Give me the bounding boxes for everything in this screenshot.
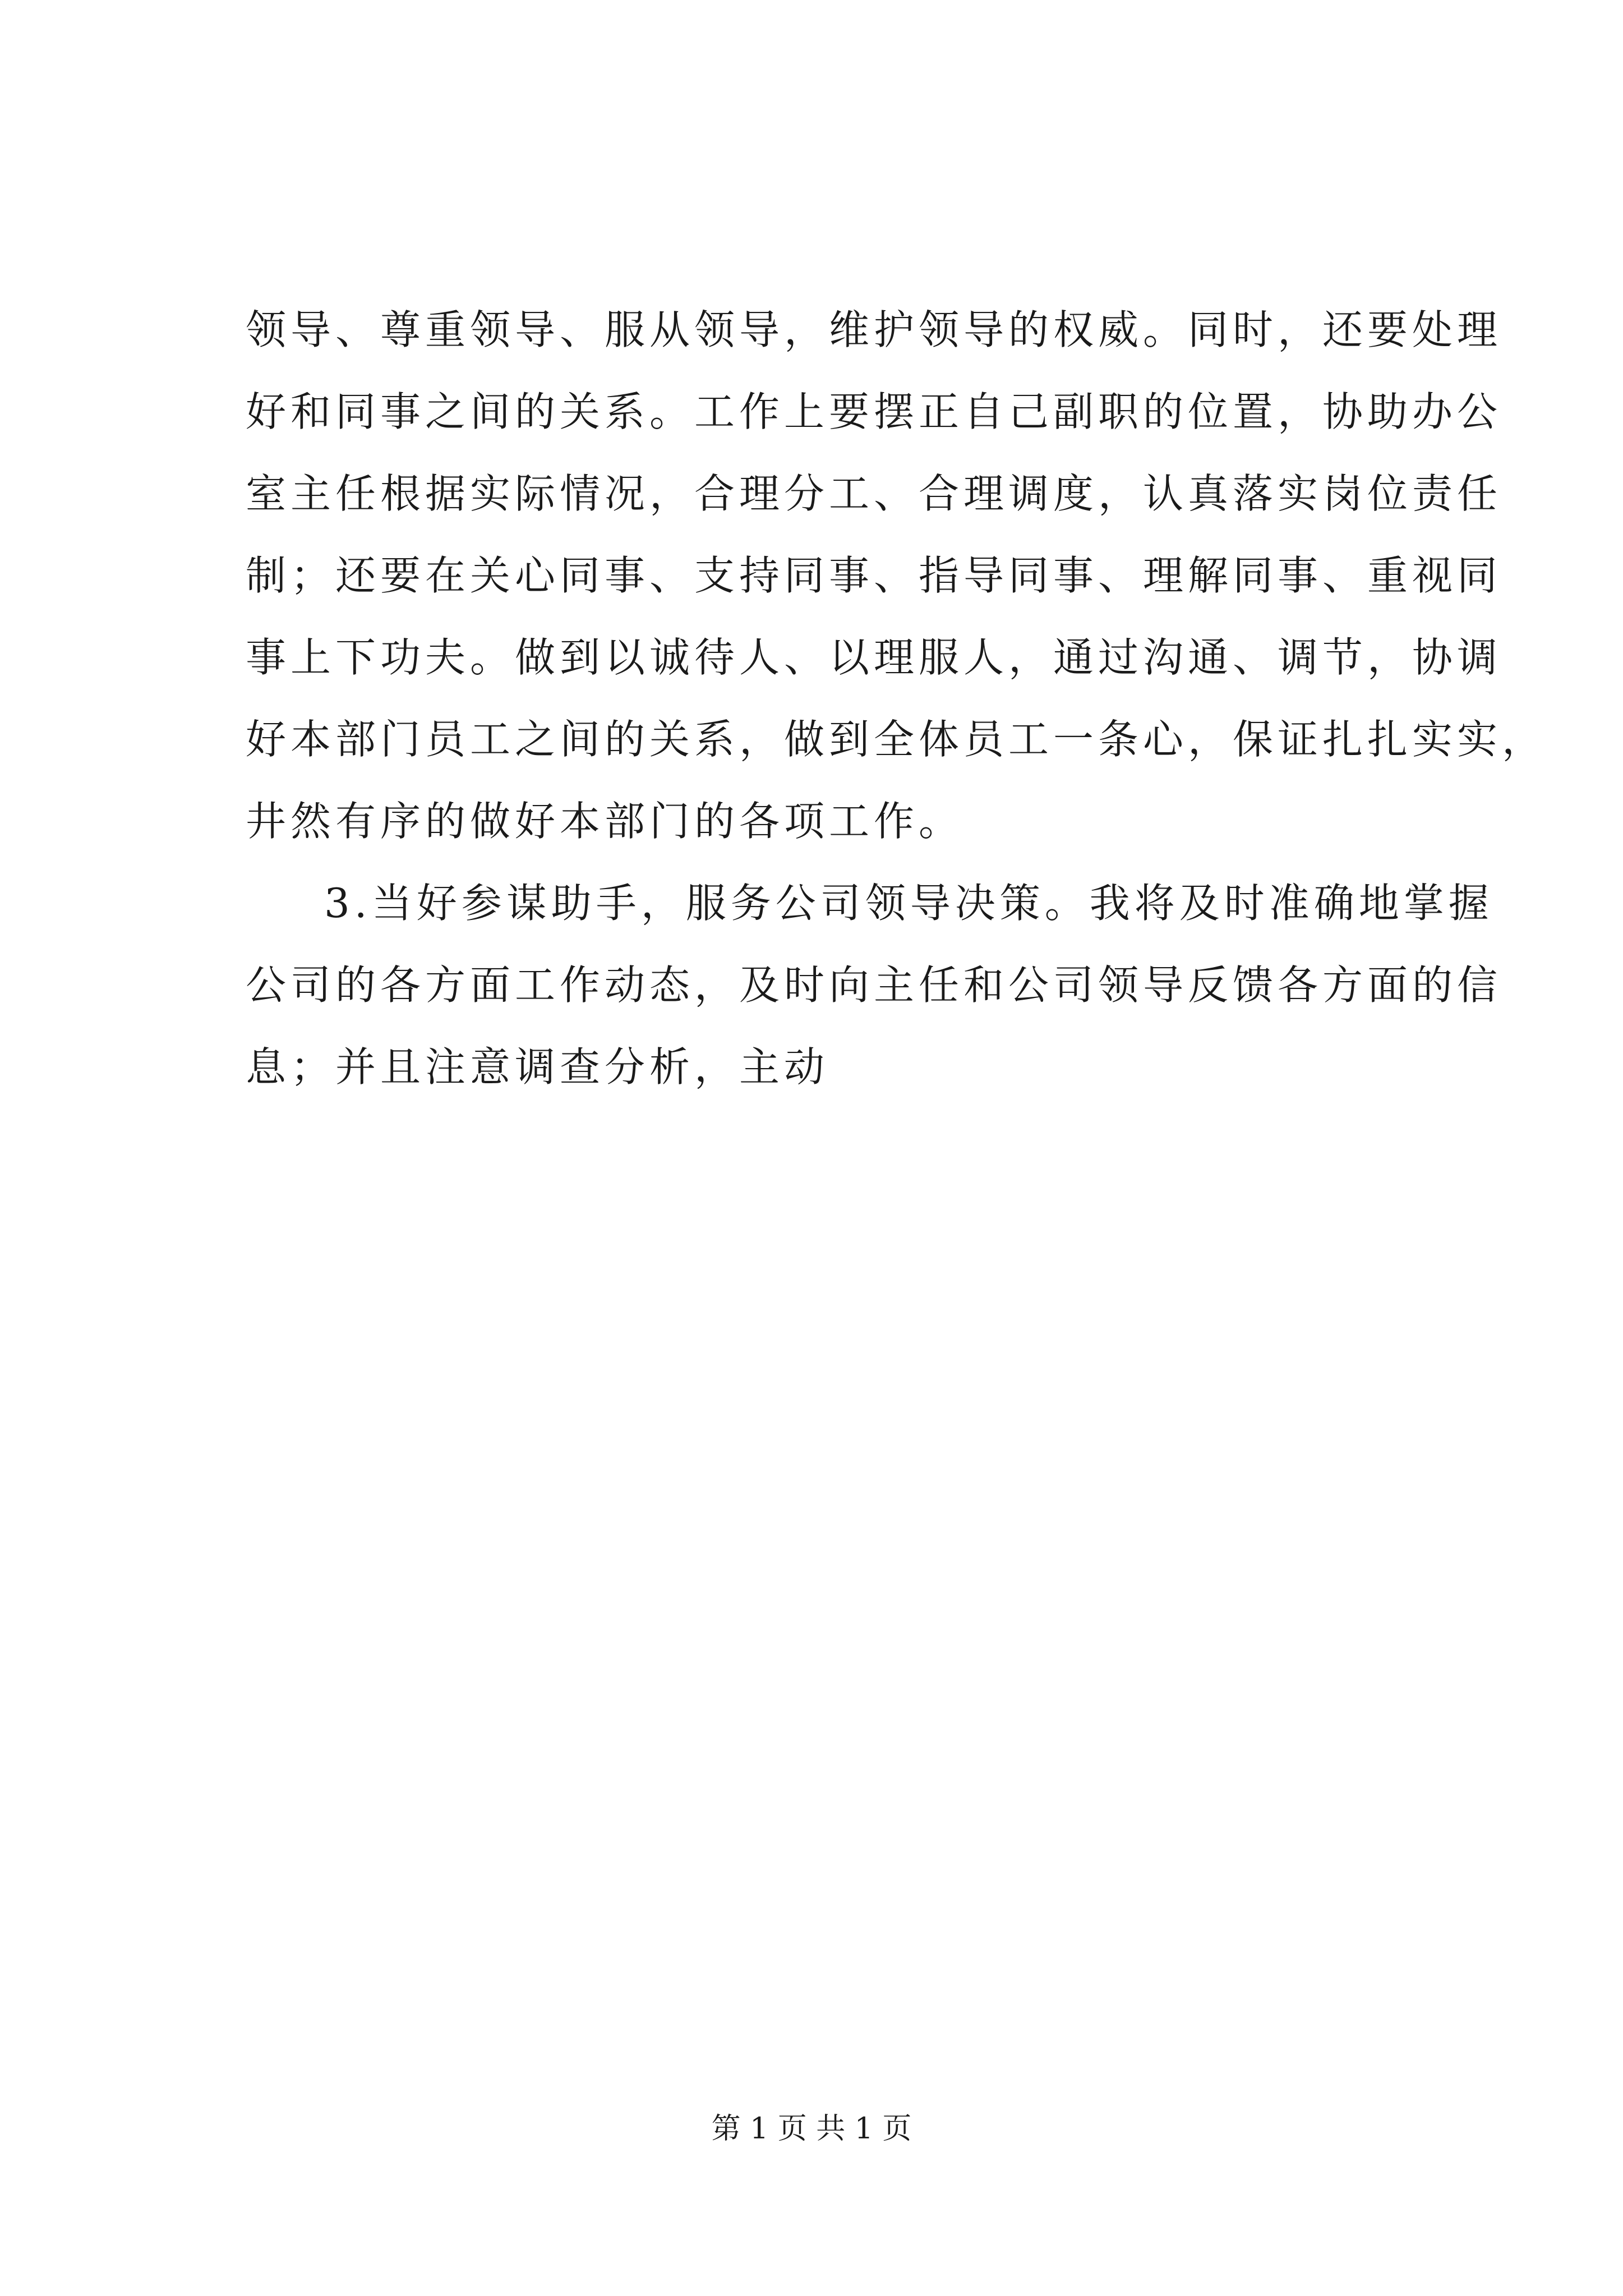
page-number: 第 1 页 共 1 页 <box>711 2112 912 2146</box>
text-line: 好和同事之间的关系。工作上要摆正自己副职的位置，协助办公 <box>246 388 1502 435</box>
text-line: 公司的各方面工作动态，及时向主任和公司领导反馈各方面的信 <box>246 961 1502 1009</box>
text-line: 事上下功夫。做到以诚待人、以理服人，通过沟通、调节，协调 <box>246 634 1502 681</box>
text-line: 室主任根据实际情况，合理分工、合理调度，认真落实岗位责任 <box>246 470 1502 517</box>
text-line: 息；并且注意调查分析，主动 <box>246 1043 829 1091</box>
text-line: 好本部门员工之间的关系，做到全体员工一条心，保证扎扎实实， <box>246 716 1547 763</box>
page-footer <box>0 2109 1623 2148</box>
text-line: 井然有序的做好本部门的各项工作。 <box>246 798 964 845</box>
body-text <box>246 289 1547 1108</box>
text-line: 制；还要在关心同事、支持同事、指导同事、理解同事、重视同 <box>246 552 1502 599</box>
paragraph-start-line: 3.当好参谋助手，服务公司领导决策。我将及时准确地掌握 <box>324 880 1493 927</box>
text-line: 领导、尊重领导、服从领导，维护领导的权威。同时，还要处理 <box>246 306 1502 353</box>
